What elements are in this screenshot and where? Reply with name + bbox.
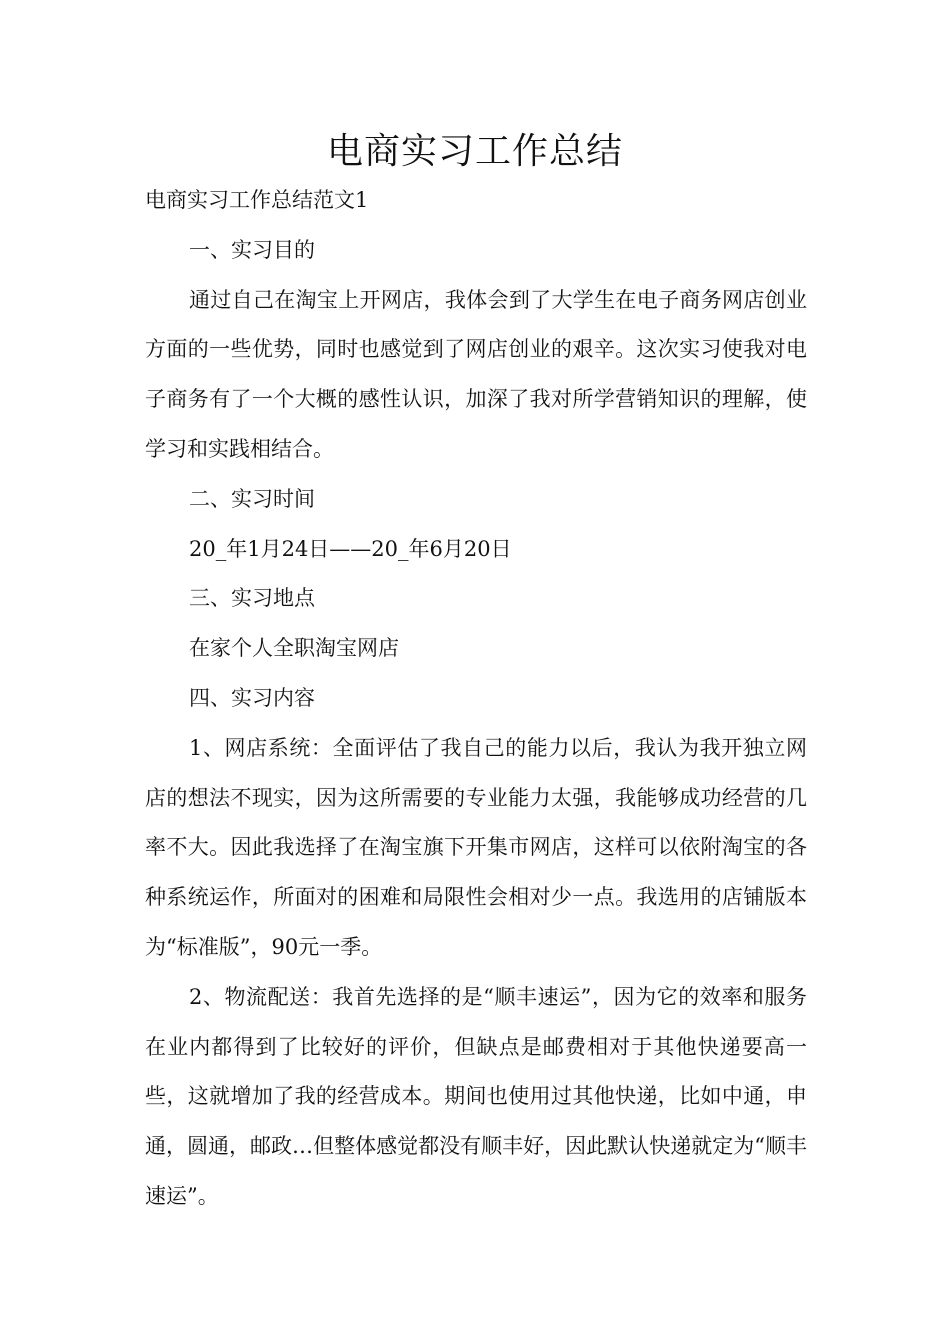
subtitle-paragraph: 电商实习工作总结范文1: [145, 188, 369, 212]
document-title: 电商实习工作总结: [326, 131, 623, 172]
paragraph-shop-system: 1、网店系统：全面评估了我自己的能力以后，我认为我开独立网店的想法不现实，因为这所需要的专业能力太强，我能够成功经营的几率不大。因此我选择了在淘宝旗下开集市网店，这样可以依附淘宝的各种系统运作，所面对的困难和局限性会相对少一点。我选用的店铺版本为“标准版”，90元一季。: [145, 735, 807, 959]
heading-internship-purpose: 一、实习目的: [189, 237, 315, 262]
heading-internship-content: 四、实习内容: [189, 685, 315, 710]
paragraph-purpose-text: 通过自己在淘宝上开网店，我体会到了大学生在电子商务网店创业方面的一些优势，同时也感觉到了网店创业的艰辛。这次实习使我对电子商务有了一个大概的感性认识，加深了我对所学营销知识的理解，使学习和实践相结合。: [145, 287, 807, 461]
heading-internship-time: 二、实习时间: [189, 486, 315, 511]
document-body: [145, 176, 807, 1222]
paragraph-time-text: 20_年1月24日——20_年6月20日: [189, 536, 512, 561]
paragraph-logistics: 2、物流配送：我首先选择的是“顺丰速运”，因为它的效率和服务在业内都得到了比较好的评价，但缺点是邮费相对于其他快递要高一些，这就增加了我的经营成本。期间也使用过其他快递，比如中通，申通，圆通，邮政…但整体感觉都没有顺丰好，因此默认快递就定为“顺丰速运”。: [145, 984, 807, 1208]
paragraph-location-text: 在家个人全职淘宝网店: [189, 636, 399, 661]
heading-internship-location: 三、实习地点: [189, 586, 315, 611]
